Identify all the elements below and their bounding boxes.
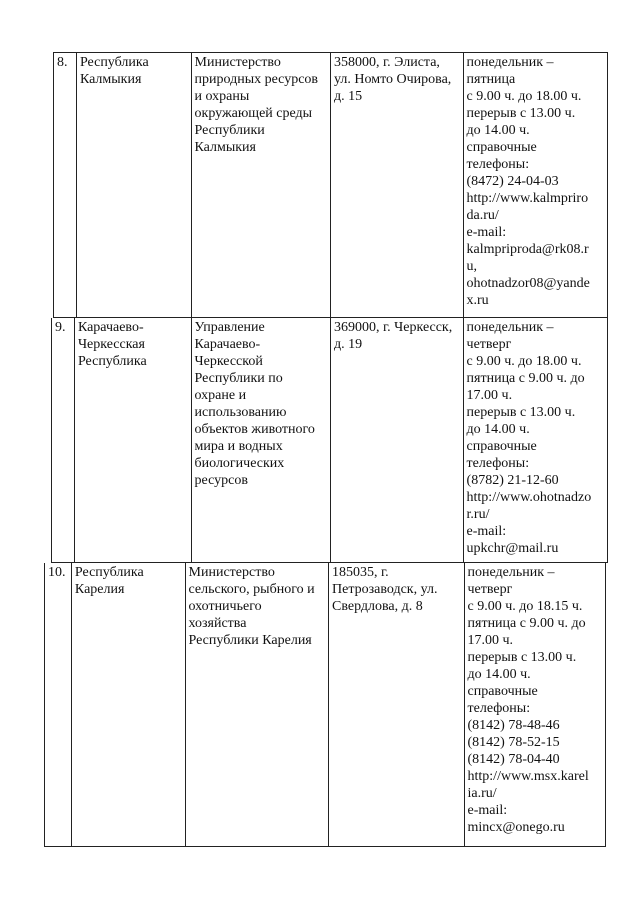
cell-line: пятница с 9.00 ч. до [466,371,585,386]
cell-line: e-mail: [466,524,507,539]
cell-line: телефоны: [466,157,530,172]
table-row [51,318,608,563]
region-cell [72,563,186,846]
cell-line: с 9.00 ч. до 18.15 ч. [467,599,583,614]
cell-line: справочные [466,439,537,454]
authority-cell [192,53,331,317]
cell-line: http://www.kalmpriro [466,191,589,206]
contacts-cell [465,563,605,846]
cell-line: Калмыкия [79,72,142,87]
cell-line: Карачаево- [77,320,144,335]
cell-line: Республика [79,55,149,70]
row-number-cell [52,318,75,562]
cell-line: объектов животного [194,422,315,437]
cell-line: с 9.00 ч. до 18.00 ч. [466,354,582,369]
cell-line: понедельник – [466,320,554,335]
cell-line: с 9.00 ч. до 18.00 ч. [466,89,582,104]
cell-line: пятница [466,72,516,87]
cell-line: (8142) 78-52-15 [467,735,560,750]
cell-line: (8142) 78-04-40 [467,752,560,767]
cell-line: сельского, рыбного и [188,582,315,597]
region-cell [77,53,192,317]
cell-line: mincx@onego.ru [467,820,565,835]
address-cell [329,563,465,846]
cell-line: Министерство [194,55,281,70]
authority-cell [192,318,332,562]
cell-line: r.ru/ [466,507,490,522]
cell-line: (8142) 78-48-46 [467,718,560,733]
cell-line: справочные [467,684,538,699]
cell-line: охране и [194,388,247,403]
cell-line: Министерство [188,565,275,580]
cell-line: ia.ru/ [467,786,497,801]
cell-line: Свердлова, д. 8 [332,599,423,614]
cell-line: перерыв с 13.00 ч. [466,106,576,121]
cell-line: (8782) 21-12-60 [466,473,559,488]
cell-line: kalmpriproda@rk08.r [466,242,589,257]
cell-line: Петрозаводск, ул. [332,582,438,597]
cell-line: перерыв с 13.00 ч. [466,405,576,420]
cell-line: 17.00 ч. [466,388,513,403]
region-cell [75,318,192,562]
cell-line: ресурсов [194,473,248,488]
cell-line: понедельник – [467,565,555,580]
cell-line: и охраны [194,89,250,104]
cell-line: д. 15 [334,89,363,104]
cell-line: окружающей среды [194,106,313,121]
cell-line: ohotnadzor08@yande [466,276,590,291]
cell-line: мира и водных [194,439,283,454]
cell-line: u, [466,259,478,274]
cell-line: da.ru/ [466,208,499,223]
row-number-cell [45,563,72,846]
cell-line: Черкесская [77,337,145,352]
row-number: 10. [48,565,66,580]
cell-line: д. 19 [334,337,363,352]
cell-line: 185035, г. [332,565,389,580]
cell-line: Республики Карелия [188,633,312,648]
cell-line: природных ресурсов [194,72,319,87]
cell-line: Республики по [194,371,283,386]
address-cell [331,53,464,317]
cell-line: хозяйства [188,616,247,631]
cell-line: ул. Номто Очирова, [334,72,452,87]
cell-line: биологических [194,456,285,471]
cell-line: пятница с 9.00 ч. до [467,616,586,631]
cell-line: телефоны: [466,456,530,471]
cell-line: перерыв с 13.00 ч. [467,650,577,665]
cell-line: e-mail: [466,225,507,240]
cell-line: x.ru [466,293,489,308]
row-number-cell [54,53,77,317]
cell-line: 369000, г. Черкесск, [334,320,453,335]
cell-line: Черкесской [194,354,263,369]
cell-line: до 14.00 ч. [466,123,530,138]
row-number: 8. [57,55,68,70]
cell-line: 358000, г. Элиста, [334,55,440,70]
cell-line: до 14.00 ч. [466,422,530,437]
cell-line: четверг [467,582,513,597]
cell-line: до 14.00 ч. [467,667,531,682]
cell-line: 17.00 ч. [467,633,514,648]
cell-line: Карачаево- [194,337,261,352]
cell-line: upkchr@mail.ru [466,541,559,556]
address-cell [331,318,464,562]
cell-line: телефоны: [467,701,531,716]
table-row [53,52,608,318]
table-row [44,563,606,847]
contacts-cell [464,318,607,562]
row-number: 9. [55,320,66,335]
cell-line: Республика [74,565,144,580]
cell-line: понедельник – [466,55,554,70]
cell-line: Калмыкия [194,140,256,155]
cell-line: охотничьего [188,599,262,614]
cell-line: Республика [77,354,147,369]
cell-line: использованию [194,405,287,420]
authority-cell [186,563,329,846]
cell-line: Карелия [74,582,125,597]
cell-line: http://www.ohotnadzo [466,490,592,505]
cell-line: e-mail: [467,803,508,818]
cell-line: Республики [194,123,265,138]
cell-line: Управление [194,320,265,335]
cell-line: http://www.msx.karel [467,769,589,784]
contacts-cell [464,53,607,317]
cell-line: (8472) 24-04-03 [466,174,559,189]
cell-line: четверг [466,337,512,352]
cell-line: справочные [466,140,537,155]
